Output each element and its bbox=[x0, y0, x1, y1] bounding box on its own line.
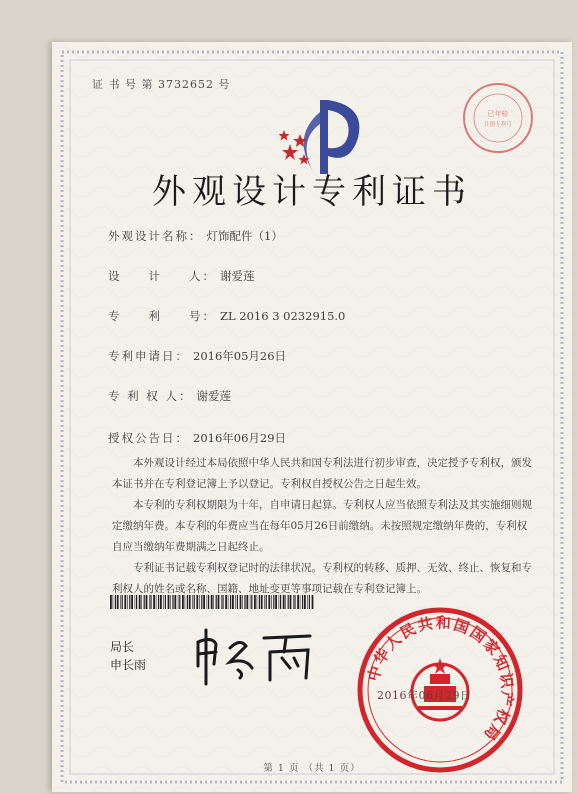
barcode-bar bbox=[170, 595, 171, 609]
barcode-bar bbox=[203, 595, 205, 609]
barcode-bar bbox=[129, 595, 130, 609]
field-value: 谢爱莲 bbox=[196, 389, 231, 403]
barcode-bar bbox=[144, 595, 145, 609]
barcode-bar bbox=[120, 595, 121, 609]
barcode-bar bbox=[268, 595, 270, 609]
barcode-bar bbox=[196, 595, 198, 609]
barcode-bar bbox=[304, 595, 306, 609]
barcode-bar bbox=[187, 595, 188, 609]
barcode-bar bbox=[290, 595, 292, 609]
barcode bbox=[110, 595, 315, 609]
barcode-bar bbox=[139, 595, 141, 609]
barcode-bar bbox=[185, 595, 186, 609]
barcode-bar bbox=[122, 595, 123, 609]
barcode-bar bbox=[158, 595, 159, 609]
barcode-bar bbox=[207, 595, 208, 609]
field-label: 专 利 号： bbox=[108, 309, 216, 323]
barcode-bar bbox=[237, 595, 238, 609]
field-value: 谢爱莲 bbox=[220, 269, 255, 283]
barcode-bar bbox=[288, 595, 289, 609]
barcode-bar bbox=[279, 595, 280, 609]
barcode-bar bbox=[146, 595, 148, 609]
certificate-number-suffix: 号 bbox=[218, 78, 231, 91]
barcode-bar bbox=[250, 595, 251, 609]
barcode-bar bbox=[156, 595, 157, 609]
barcode-bar bbox=[178, 595, 179, 609]
director-signature bbox=[190, 622, 320, 692]
barcode-bar bbox=[222, 595, 223, 609]
barcode-bar bbox=[261, 595, 263, 609]
barcode-bar bbox=[264, 595, 265, 609]
barcode-bar bbox=[273, 595, 274, 609]
field-grant-date bbox=[108, 430, 286, 446]
certificate-number bbox=[92, 76, 231, 92]
certificate-number-label: 证 书 号 第 bbox=[92, 78, 154, 91]
certificate-number-value: 3732652 bbox=[158, 78, 214, 91]
barcode-bar bbox=[228, 595, 229, 609]
field-label: 外观设计名称： bbox=[108, 229, 203, 243]
annual-check-stamp bbox=[460, 80, 536, 156]
barcode-bar bbox=[165, 595, 166, 609]
barcode-bar bbox=[115, 595, 116, 609]
barcode-bar bbox=[246, 595, 248, 609]
barcode-bar bbox=[257, 595, 258, 609]
paragraph-grant-statement: 本外观设计经过本局依照中华人民共和国专利法进行初步审查，决定授予专利权，颁发本证书并在专利登记簿上予以登记。专利权自授权公告之日起生效。 bbox=[112, 457, 532, 490]
director-title: 局长 bbox=[110, 640, 135, 654]
barcode-bar bbox=[307, 595, 308, 609]
field-label: 设 计 人： bbox=[108, 269, 216, 283]
barcode-bar bbox=[201, 595, 202, 609]
paragraph-legal-status: 专利证书记载专利权登记时的法律状况。专利权的转移、质押、无效、终止、恢复和专利权人的姓名或名称、国籍、地址变更等事项记载在专利登记簿上。 bbox=[112, 562, 532, 595]
barcode-bar bbox=[218, 595, 220, 609]
barcode-bar bbox=[240, 595, 242, 609]
page-footer: 第 1 页 （共 1 页） bbox=[263, 763, 361, 774]
barcode-bar bbox=[232, 595, 234, 609]
barcode-bar bbox=[199, 595, 200, 609]
barcode-bar bbox=[242, 595, 243, 609]
field-label: 专 利 权 人： bbox=[108, 389, 193, 403]
barcode-bar bbox=[266, 595, 267, 609]
barcode-bar bbox=[297, 595, 299, 609]
field-label: 专利申请日： bbox=[108, 349, 189, 363]
svg-text:已年检: 已年检 bbox=[487, 110, 509, 118]
barcode-bar bbox=[135, 595, 136, 609]
barcode-bar bbox=[259, 595, 260, 609]
barcode-bar bbox=[189, 595, 191, 609]
barcode-bar bbox=[160, 595, 162, 609]
barcode-bar bbox=[221, 595, 222, 609]
barcode-bar bbox=[124, 595, 126, 609]
barcode-bar bbox=[293, 595, 294, 609]
barcode-bar bbox=[251, 595, 252, 609]
barcode-bar bbox=[174, 595, 176, 609]
barcode-bar bbox=[225, 595, 227, 609]
barcode-bar bbox=[244, 595, 245, 609]
seal-date: 2016年06月29日 bbox=[377, 689, 472, 702]
barcode-bar bbox=[153, 595, 155, 609]
barcode-bar bbox=[182, 595, 184, 609]
barcode-bar bbox=[110, 595, 112, 609]
barcode-bar bbox=[283, 595, 285, 609]
barcode-bar bbox=[235, 595, 236, 609]
barcode-bar bbox=[192, 595, 193, 609]
barcode-bar bbox=[172, 595, 173, 609]
barcode-bar bbox=[117, 595, 119, 609]
barcode-bar bbox=[141, 595, 142, 609]
barcode-bar bbox=[136, 595, 137, 609]
barcode-bar bbox=[213, 595, 214, 609]
field-value: ZL 2016 3 0232915.0 bbox=[220, 309, 346, 323]
paragraph-term-and-fees: 本专利的专利权期限为十年，自申请日起算。专利权人应当依照专利法及其实施细则规定缴纳年费。本专利的年费应当在每年05月26日前缴纳。未按照规定缴纳年费的，专利权自应当缴纳年费期满之日起终止。 bbox=[112, 499, 532, 553]
barcode-bar bbox=[312, 595, 314, 609]
barcode-bar bbox=[168, 595, 170, 609]
field-patent-number bbox=[108, 308, 345, 324]
field-filing-date bbox=[108, 348, 286, 364]
barcode-bar bbox=[309, 595, 310, 609]
seal-ring-text: 中华人民共和国国家知识产权局 bbox=[364, 613, 517, 746]
barcode-bar bbox=[127, 595, 128, 609]
field-value: 2016年06月29日 bbox=[193, 431, 287, 445]
barcode-bar bbox=[163, 595, 164, 609]
barcode-bar bbox=[254, 595, 256, 609]
barcode-bar bbox=[208, 595, 209, 609]
field-designer bbox=[108, 268, 255, 284]
field-value: 灯饰配件（1） bbox=[206, 229, 283, 243]
barcode-bar bbox=[194, 595, 195, 609]
barcode-bar bbox=[275, 595, 277, 609]
field-patentee bbox=[108, 388, 231, 404]
certificate-title: 外观设计专利证书 bbox=[152, 172, 472, 212]
director-name: 申长雨 bbox=[110, 658, 147, 672]
barcode-bar bbox=[113, 595, 114, 609]
field-label: 授权公告日： bbox=[108, 431, 189, 445]
barcode-bar bbox=[280, 595, 281, 609]
barcode-bar bbox=[294, 595, 295, 609]
svg-text:注册专利号: 注册专利号 bbox=[484, 122, 512, 128]
barcode-bar bbox=[271, 595, 272, 609]
field-design-name bbox=[108, 228, 283, 244]
barcode-bar bbox=[230, 595, 231, 609]
field-value: 2016年05月26日 bbox=[193, 349, 287, 363]
barcode-bar bbox=[211, 595, 213, 609]
barcode-bar bbox=[300, 595, 301, 609]
barcode-bar bbox=[285, 595, 286, 609]
barcode-bar bbox=[131, 595, 133, 609]
barcode-bar bbox=[149, 595, 150, 609]
certificate-paper bbox=[52, 42, 572, 792]
barcode-bar bbox=[216, 595, 217, 609]
barcode-bar bbox=[179, 595, 180, 609]
barcode-bar bbox=[302, 595, 303, 609]
barcode-bar bbox=[150, 595, 151, 609]
